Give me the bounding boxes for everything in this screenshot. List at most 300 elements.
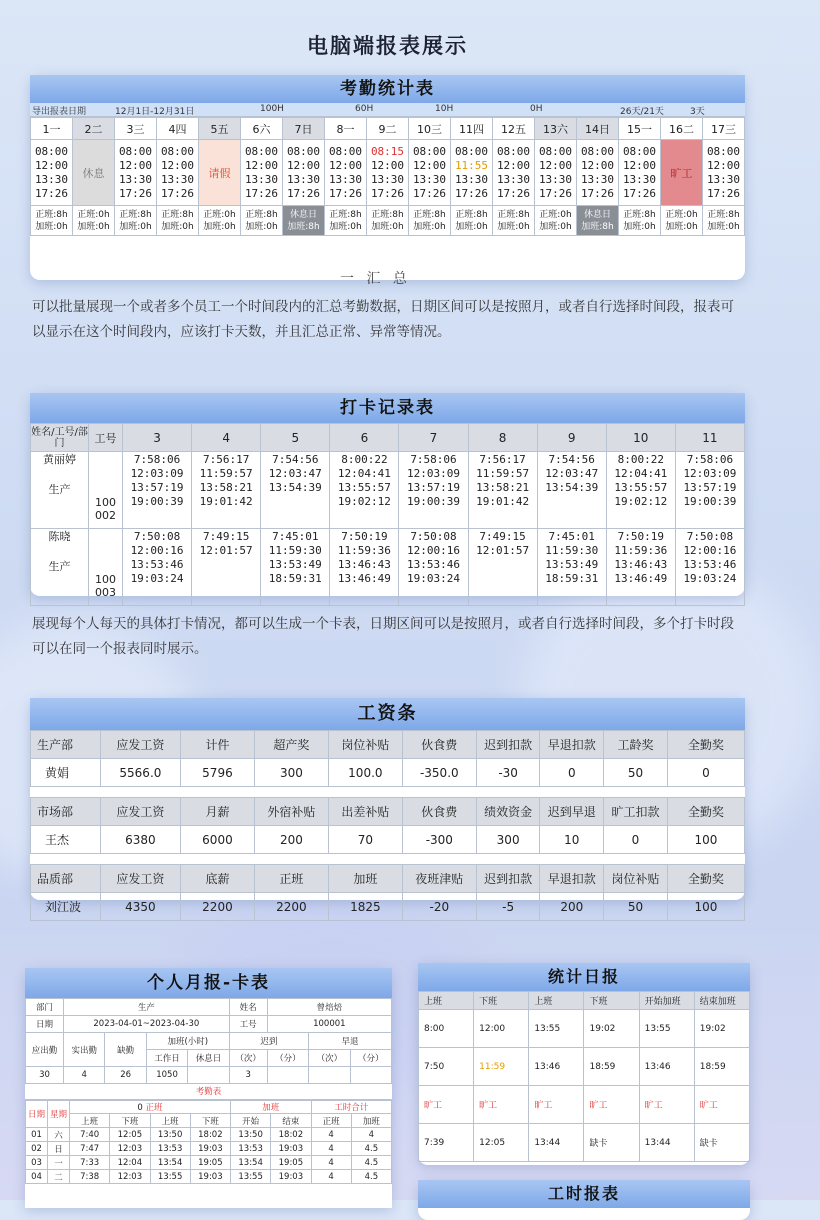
week-header: 星期 [48,1101,70,1128]
monthly-cell: 一 [48,1156,70,1170]
punch-time: 19:03:24 [683,572,737,585]
punch-time: 13:30 [454,172,489,186]
punch-time: 8:00:22 [341,453,388,466]
salary-value: 300 [254,759,328,787]
punch-cell [192,529,261,606]
punch-time: 11:59:57 [476,467,530,480]
salary-head: 外宿补贴 [254,798,328,826]
summary-line: 休息日 [289,209,317,220]
punch-time: 08:00 [622,144,657,158]
salary-head: 市场部 [31,798,101,826]
punch-time: 13:46:49 [337,572,391,585]
daily-cell: 旷工 [639,1086,694,1124]
day-header: 11 [675,424,744,452]
day-header: 14日 [577,118,619,140]
salary-head: 岗位补贴 [604,865,668,893]
punch-time: 12:00 [538,158,573,172]
monthly-cell: 7:40 [70,1128,110,1142]
time-cell [283,140,325,206]
day-header: 16二 [661,118,703,140]
daily-head: 结束加班 [694,992,749,1010]
day-header: 13六 [535,118,577,140]
punch-time: 7:50:08 [133,530,181,543]
summary-line: 加班:0h [119,221,152,232]
salary-value: -30 [476,759,540,787]
monthly-cell: 19:05 [271,1156,311,1170]
daily-cell: 13:44 [639,1124,694,1162]
info-cell: 迟到 [229,1033,308,1050]
monthly-cell: 19:03 [190,1142,230,1156]
punch-time: 17:26 [412,186,447,200]
salary-head: 应发工资 [100,798,180,826]
day-header: 9 [537,424,606,452]
time-cell [241,140,283,206]
employee-id: 100 002 [89,452,123,529]
punch-time: 7:50:19 [617,530,664,543]
day-header: 10 [606,424,675,452]
attendance-footer: 一 汇 总 [340,271,411,287]
punch-time: 13:53:49 [545,558,599,571]
col-header: 开始 [231,1114,271,1128]
summary-line: 加班:0h [665,221,698,232]
day-header: 12五 [493,118,535,140]
punch-cell [399,452,468,529]
daily-table [418,991,750,1162]
punch-row [31,529,745,606]
punch-time: 7:50:08 [410,530,457,543]
punch-title: 打卡记录表 [30,393,745,423]
employee-dept: 生产 [48,483,71,496]
info-cell: 休息日 [188,1050,229,1067]
day-header: 3三 [115,118,157,140]
daily-cell: 19:02 [584,1010,639,1048]
punch-time: 08:00 [118,144,153,158]
punch-time: 13:30 [538,172,573,186]
punch-cell [675,529,744,606]
punch-cell [261,529,330,606]
col-header: 上班 [70,1114,110,1128]
salary-value: -5 [476,893,540,921]
employee-id: 100 003 [89,529,123,606]
salary-value: 2200 [180,893,254,921]
summary-line: 加班:0h [623,221,656,232]
punch-time: 17:26 [370,186,405,200]
info-value [350,1067,391,1084]
day-summary [703,206,745,236]
punch-time: 08:00 [454,144,489,158]
time-cell [115,140,157,206]
punch-time: 08:00 [496,144,531,158]
monthly-cell: 13:50 [150,1128,190,1142]
monthly-cell: 13:55 [231,1170,271,1184]
monthly-row [26,1156,392,1170]
punch-time: 13:53:46 [407,558,460,571]
punch-time: 19:02:12 [614,495,668,508]
day-header: 7 [399,424,468,452]
summary-line: 正班:8h [119,209,152,220]
day-header: 3 [123,424,192,452]
salary-head: 全勤奖 [667,798,744,826]
punch-cell [261,452,330,529]
daily-cell: 12:05 [474,1124,529,1162]
punch-time: 12:04:41 [614,467,668,480]
punch-time: 13:30 [34,172,69,186]
salary-head: 伙食费 [402,798,476,826]
day-summary [619,206,661,236]
punch-time: 13:30 [580,172,615,186]
punch-time: 12:04:41 [337,467,391,480]
punch-time: 17:26 [328,186,363,200]
punch-time: 12:00 [370,158,405,172]
col-header: 下班 [110,1114,150,1128]
info-cell: 生产 [64,999,230,1016]
summary-line: 加班:0h [203,221,236,232]
punch-time: 7:50:19 [341,530,388,543]
punch-cell [330,529,399,606]
employee-name [31,452,89,529]
punch-time: 13:57:19 [130,481,184,494]
daily-head: 上班 [529,992,584,1010]
day-summary [535,206,577,236]
punch-time: 17:26 [34,186,69,200]
day-header: 17三 [703,118,745,140]
summary-line: 加班:0h [539,221,572,232]
punch-time: 19:03:24 [130,572,184,585]
col-header: 正班 [311,1114,351,1128]
daily-cell: 11:59 [474,1048,529,1086]
summary-line: 正班:0h [665,209,698,220]
salary-value: 5566.0 [100,759,180,787]
salary-value: 4350 [100,893,180,921]
punch-time: 12:03:47 [545,467,599,480]
punch-time: 19:03:24 [407,572,460,585]
punch-time: 13:55:57 [614,481,668,494]
export-strip-item: 0H [530,104,543,114]
salary-value: 1825 [328,893,402,921]
info-cell: （分） [350,1050,391,1067]
punch-time: 17:26 [496,186,531,200]
day-header: 5五 [199,118,241,140]
punch-time: 12:01:57 [476,544,530,557]
info-value: 1050 [146,1067,187,1084]
daily-row [419,1124,750,1162]
punch-time: 13:53:46 [130,558,184,571]
employee-name [31,529,89,606]
day-summary [157,206,199,236]
punch-time: 13:55:57 [337,481,391,494]
punch-time: 7:45:01 [272,530,319,543]
salary-head: 全勤奖 [667,731,744,759]
monthly-row [26,1170,392,1184]
day-header: 11四 [451,118,493,140]
punch-time: 17:26 [538,186,573,200]
punch-time: 08:00 [328,144,363,158]
day-header: 6六 [241,118,283,140]
summary-line: 正班:8h [329,209,362,220]
daily-row [419,1048,750,1086]
summary-line: 加班:8h [581,221,614,232]
export-strip-item: 100H [260,104,284,114]
punch-time: 12:00 [286,158,321,172]
punch-time: 13:30 [328,172,363,186]
salary-value-row [31,759,745,787]
time-cell [157,140,199,206]
monthly-info [25,998,392,1084]
attendance-card [30,75,745,287]
punch-cell [537,529,606,606]
salary-value: 5796 [180,759,254,787]
punch-time: 13:30 [370,172,405,186]
time-cell [409,140,451,206]
punch-card [30,393,745,599]
export-strip-item: 3天 [690,107,705,117]
punch-time: 11:59:30 [545,544,599,557]
punch-time: 12:00:16 [407,544,460,557]
monthly-cell: 4 [311,1170,351,1184]
daily-card [418,963,750,1165]
daily-row [419,1010,750,1048]
punch-time: 08:00 [286,144,321,158]
day-header: 8一 [325,118,367,140]
monthly-cell: 12:03 [110,1170,150,1184]
info-cell: 实出勤 [64,1033,105,1067]
summary-row [31,206,745,236]
summary-line: 加班:0h [497,221,530,232]
day-summary [199,206,241,236]
export-strip-item: 60H [355,104,374,114]
salary-value: 50 [604,759,668,787]
info-value [188,1067,229,1084]
monthly-cell: 7:33 [70,1156,110,1170]
monthly-cell: 13:55 [150,1170,190,1184]
punch-time: 12:00 [706,158,741,172]
daily-head: 下班 [584,992,639,1010]
salary-head: 全勤奖 [667,865,744,893]
salary-value: 70 [328,826,402,854]
monthly-cell: 4 [311,1128,351,1142]
monthly-cell: 六 [48,1128,70,1142]
salary-title: 工资条 [30,698,745,730]
punch-cell [192,452,261,529]
punch-time: 19:00:39 [130,495,184,508]
monthly-section-title: 考勤表 [25,1084,392,1100]
salary-value: 200 [254,826,328,854]
time-cell [493,140,535,206]
punch-time: 12:03:09 [407,467,460,480]
salary-block [30,797,745,854]
rest-cell: 休息 [73,140,115,206]
salary-value: 6380 [100,826,180,854]
punch-time: 13:30 [244,172,279,186]
spacer [31,467,88,483]
punch-time: 13:30 [118,172,153,186]
salary-head: 应发工资 [100,865,180,893]
punch-time: 13:54:39 [545,481,599,494]
monthly-cell: 03 [26,1156,48,1170]
punch-time: 7:49:15 [479,530,526,543]
info-cell: 加班(小时) [146,1033,229,1050]
punch-time: 11:59:57 [199,467,253,480]
punch-time: 12:00:16 [683,544,737,557]
daily-cell: 13:46 [529,1048,584,1086]
export-strip-item: 12月1日-12月31日 [115,107,195,117]
day-header: 5 [261,424,330,452]
punch-time: 12:00 [328,158,363,172]
summary-line: 加班:0h [245,221,278,232]
time-cell [535,140,577,206]
punch-header-row [31,424,745,452]
punch-time: 19:01:42 [476,495,530,508]
salary-value-row [31,893,745,921]
daily-cell: 12:00 [474,1010,529,1048]
col-header: 下班 [190,1114,230,1128]
monthly-cell: 13:54 [231,1156,271,1170]
info-cell: 早退 [309,1033,392,1050]
punch-time: 11:59:36 [614,544,668,557]
day-header: 8 [468,424,537,452]
punch-cell [468,529,537,606]
day-summary [73,206,115,236]
punch-grid [30,423,745,606]
day-summary [241,206,283,236]
salary-value: 刘江波 [31,893,101,921]
monthly-cell: 13:53 [231,1142,271,1156]
daily-cell: 7:50 [419,1048,474,1086]
day-summary [409,206,451,236]
punch-time: 13:30 [160,172,195,186]
monthly-cell: 7:47 [70,1142,110,1156]
monthly-cell: 12:03 [110,1142,150,1156]
daily-cell: 7:39 [419,1124,474,1162]
punch-time: 12:01:57 [199,544,253,557]
salary-value: 50 [604,893,668,921]
punch-time: 17:26 [160,186,195,200]
col-header: 上班 [150,1114,190,1128]
info-cell: 姓名 [229,999,267,1016]
normal-label: 正班 [145,1103,163,1113]
monthly-cell: 4.5 [351,1142,391,1156]
info-value: 26 [105,1067,146,1084]
info-cell: 应出勤 [26,1033,64,1067]
day-header: 7日 [283,118,325,140]
punch-time: 08:00 [34,144,69,158]
info-cell: 日期 [26,1016,64,1033]
salary-value: 100.0 [328,759,402,787]
summary-line: 加班:0h [707,221,740,232]
salary-value: 黄娟 [31,759,101,787]
punch-time: 13:53:49 [268,558,322,571]
daily-head: 下班 [474,992,529,1010]
daily-head-row [419,992,750,1010]
salary-block [30,730,745,787]
daily-title: 统计日报 [418,963,750,991]
punch-time: 12:00 [34,158,69,172]
spacer [31,544,88,560]
info-cell: 工作日 [146,1050,187,1067]
salary-value: 0 [540,759,604,787]
punch-time: 19:01:42 [199,495,253,508]
salary-value: 300 [476,826,540,854]
punch-time: 7:54:56 [272,453,319,466]
punch-time: 7:54:56 [548,453,595,466]
punch-time: 12:00 [412,158,447,172]
punch-time: 11:59:30 [268,544,322,557]
punch-row [31,452,745,529]
punch-time: 11:59:36 [337,544,391,557]
salary-head: 迟到扣款 [476,865,540,893]
daily-head: 上班 [419,992,474,1010]
punch-time: 7:58:06 [686,453,734,466]
punch-time: 08:00 [412,144,447,158]
salary-head: 工龄奖 [604,731,668,759]
summary-line: 正班:8h [245,209,278,220]
monthly-daily [25,1100,392,1184]
ot-group: 加班 [231,1101,312,1114]
daily-head: 开始加班 [639,992,694,1010]
monthly-cell: 19:03 [190,1170,230,1184]
salary-value-row [31,826,745,854]
monthly-cell: 4 [311,1142,351,1156]
punch-time: 13:46:49 [614,572,668,585]
summary-line: 正班:8h [455,209,488,220]
punch-time: 08:00 [160,144,195,158]
punch-table [30,423,745,606]
daily-cell: 旷工 [584,1086,639,1124]
salary-value: 2200 [254,893,328,921]
summary-line: 加班:0h [413,221,446,232]
punch-time: 18:59:31 [545,572,599,585]
daily-cell: 13:55 [529,1010,584,1048]
punch-cell [606,452,675,529]
salary-value: 0 [667,759,744,787]
monthly-cell: 04 [26,1170,48,1184]
time-cell [367,140,409,206]
salary-head-row [31,731,745,759]
punch-time: 7:58:06 [410,453,457,466]
summary-line: 加班:0h [455,221,488,232]
punch-time: 7:56:17 [479,453,526,466]
punch-cell [537,452,606,529]
monthly-card [25,968,392,1208]
day-header: 9二 [367,118,409,140]
monthly-cell: 19:03 [271,1170,311,1184]
export-strip-item: 26天/21天 [620,107,664,117]
salary-head: 早退扣款 [540,865,604,893]
daily-cell: 旷工 [529,1086,584,1124]
punch-time: 13:46:43 [337,558,391,571]
punch-cell [330,452,399,529]
salary-head: 夜班津贴 [402,865,476,893]
punch-time: 13:30 [286,172,321,186]
monthly-row [26,1128,392,1142]
salary-head: 迟到扣款 [476,731,540,759]
employee-dept: 生产 [48,560,71,573]
sub-header-row [26,1101,392,1114]
time-cell [325,140,367,206]
day-header: 1一 [31,118,73,140]
time-cell [451,140,493,206]
salary-head: 底薪 [180,865,254,893]
col-header: 加班 [351,1114,391,1128]
monthly-title: 个人月报-卡表 [25,968,392,998]
employee-name-text: 黄丽婷 [43,453,76,466]
monthly-cell: 19:05 [190,1156,230,1170]
salary-head: 早退扣款 [540,731,604,759]
punch-cell [123,452,192,529]
salary-head: 计件 [180,731,254,759]
info-cell: 100001 [267,1016,391,1033]
punch-time: 19:02:12 [337,495,391,508]
